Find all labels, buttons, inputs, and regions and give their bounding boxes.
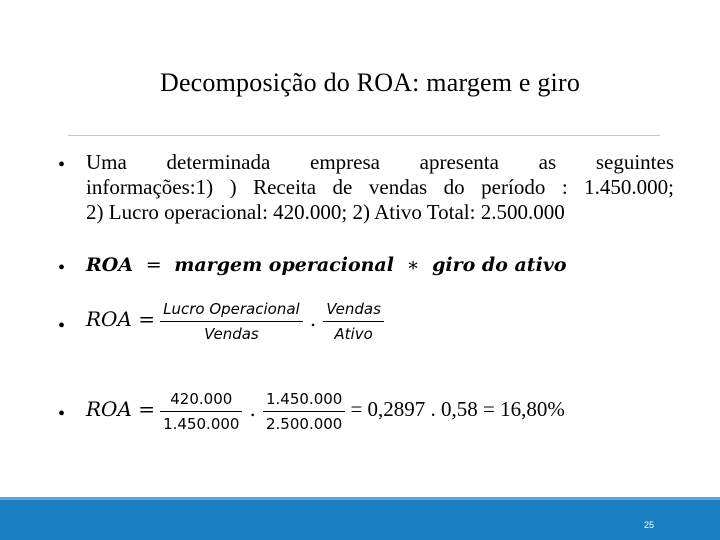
bullet-marker: •: [58, 257, 66, 279]
fraction-denominator: Vendas: [204, 325, 259, 343]
multiply-operator: ∗: [406, 254, 420, 276]
problem-statement: [86, 150, 674, 225]
statement-line-1: Uma determinada empresa apresenta as seguintes: [86, 150, 674, 174]
asset-turnover-term: giro do ativo: [432, 254, 567, 276]
operating-margin-fraction: [160, 300, 303, 343]
roa-definition-equation: [86, 254, 567, 276]
slide-title: Decomposição do ROA: margem e giro: [159, 68, 581, 97]
title-divider: [68, 135, 660, 136]
page-number: 25: [644, 520, 655, 530]
fraction-denominator: 1.450.000: [163, 415, 240, 433]
fraction-bar: [323, 321, 384, 322]
dot-operator: .: [249, 397, 256, 421]
roa-lhs: ROA =: [86, 307, 156, 331]
fraction-numerator: 1.450.000: [266, 390, 343, 408]
numeric-turnover-fraction: [263, 390, 345, 433]
numeric-margin-fraction: [160, 390, 242, 433]
bullet-marker: •: [58, 315, 66, 337]
calculation-result: = 0,2897 . 0,58 = 16,80%: [350, 397, 565, 421]
fraction-bar: [160, 411, 242, 412]
fraction-denominator: Ativo: [334, 325, 373, 343]
fraction-numerator: Lucro Operacional: [163, 300, 300, 318]
fraction-bar: [263, 411, 345, 412]
roa-symbol: ROA: [86, 254, 134, 276]
bullet-marker: •: [58, 154, 66, 176]
fraction-numerator: Vendas: [326, 300, 381, 318]
fraction-bar: [160, 321, 303, 322]
roa-formula-fractions: [86, 300, 384, 343]
roa-numeric-calculation: [86, 390, 565, 433]
fraction-numerator: 420.000: [170, 390, 233, 408]
margin-term: margem operacional: [174, 254, 394, 276]
statement-line-3: 2) Lucro operacional: 420.000; 2) Ativo Total: 2.500.000: [86, 200, 565, 224]
roa-lhs: ROA =: [86, 397, 156, 421]
statement-line-2: informações:1) ) Receita de vendas do período : 1.450.000;: [86, 175, 674, 199]
bullet-marker: •: [58, 403, 66, 425]
equals-sign: =: [145, 254, 162, 276]
fraction-denominator: 2.500.000: [266, 415, 343, 433]
footer-bar: [0, 497, 720, 540]
dot-operator: .: [309, 307, 317, 331]
asset-turnover-fraction: [323, 300, 384, 343]
